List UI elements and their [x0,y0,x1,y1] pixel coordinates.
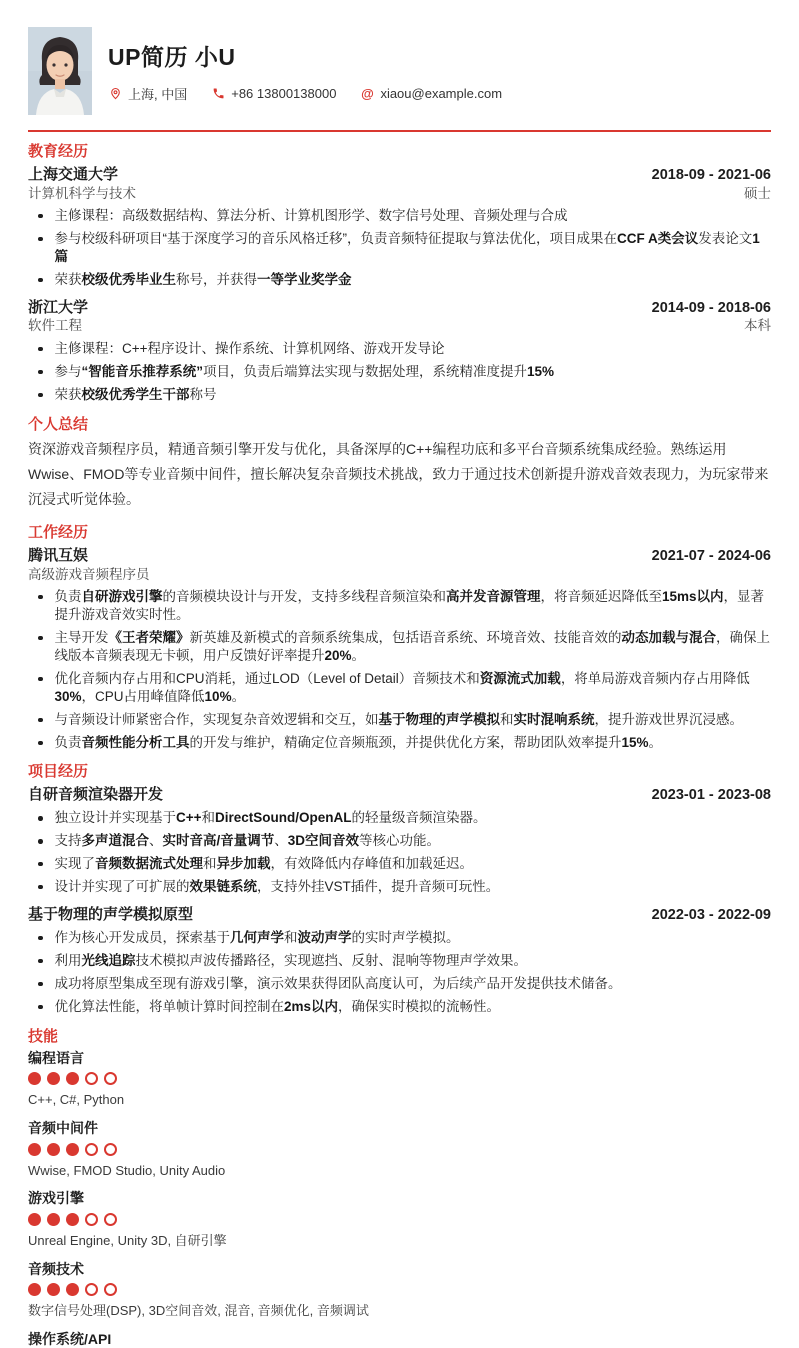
bullet-text [55,855,772,873]
rating-dot-filled-icon [47,1283,60,1296]
bullet-segment: 。 [231,688,246,704]
project-name: 基于物理的声学模拟原型 [28,905,194,923]
education-entries [28,165,771,404]
bullet-segment: 成功将原型集成至现有游戏引擎，演示效果获得团队高度认可，为后续产品开发提供技术储备。 [54,975,622,991]
entry-header [28,165,771,185]
school-name: 上海交通大学 [28,165,119,183]
bullet-marker-icon [38,677,43,682]
bullet-segment-bold: 1篇 [54,230,760,264]
bullet-segment: 优化算法性能，将单帧计算时间控制在 [54,998,284,1014]
bullet-segment: 。 [351,647,366,663]
list-item [28,629,771,665]
section-education [28,143,771,404]
project-entry [28,905,771,1016]
skill-item [28,1330,771,1348]
education-entry [28,165,771,289]
list-item [28,809,771,827]
bullet-segment: 技术模拟声波传播路径，实现遮挡、反射、混响等物理声学效果。 [135,952,527,968]
bullet-segment: 参与 [54,363,82,379]
bullet-segment: 荣获 [54,271,82,287]
bullet-marker-icon [38,982,43,987]
bullet-marker-icon [38,370,43,375]
page-title: UP简历 小U [108,44,236,70]
bullet-segment: 支持 [54,833,82,848]
bullet-segment: 新英雄及新模式的音频系统集成，包括语音系统、环境音效、技能音效的 [189,629,622,645]
skill-rating [28,1283,771,1296]
list-item [28,670,771,706]
rating-dot-empty-icon [85,1072,98,1085]
bullet-segment: 优化音频内存占用和CPU消耗，通过LOD（Level of Detail）音频技术和 [54,670,480,686]
work-bullet-list [28,588,771,752]
skill-detail: Unreal Engine, Unity 3D, 自研引擎 [28,1232,227,1248]
skill-item [28,1260,771,1320]
bullet-segment-bold: C++ [176,810,202,826]
entry-subheader [28,185,771,203]
bullet-segment: 的音频模块设计与开发，支持多线程音频渲染和 [162,588,446,604]
list-item [28,711,771,729]
bullet-segment-bold: 20% [324,647,352,663]
rating-dot-filled-icon [28,1283,41,1296]
bullet-segment: 、 [274,833,288,848]
list-item [28,734,771,752]
bullet-segment: 荣获 [54,386,82,402]
bullet-segment-bold: “智能音乐推荐系统” [81,363,203,379]
entry-subheader [28,317,771,335]
skill-rating [28,1213,771,1226]
rating-dot-empty-icon [104,1283,117,1296]
bullet-text [55,929,772,947]
bullet-segment-bold: 一等学业奖学金 [257,271,352,287]
bullet-segment-bold: 15% [621,734,649,750]
bullet-segment-bold: 音频性能分析工具 [81,734,190,750]
section-title-projects: 项目经历 [28,763,89,781]
bullet-segment-bold: 实时音高/音量调节 [162,833,275,848]
header-info [108,39,502,103]
bullet-segment: 参与校级科研项目“基于深度学习的音乐风格迁移”，负责音频特征提取与算法优化，项目成果在 [54,230,617,246]
bullet-segment: 作为核心开发成员，探索基于 [54,929,230,945]
section-title-skills: 技能 [28,1027,59,1045]
bullet-segment: 称号 [189,386,217,402]
bullet-text [55,832,772,850]
rating-dot-empty-icon [104,1072,117,1085]
bullet-text [55,998,772,1016]
bullet-segment: 。 [648,734,663,750]
bullet-segment: 负责 [54,734,82,750]
bullet-marker-icon [38,595,43,600]
bullet-segment-bold: 异步加载 [216,855,271,871]
skills-list [28,1049,771,1348]
bullet-text [55,975,772,993]
degree-name: 硕士 [744,185,771,201]
bullet-segment: ，CPU占用峰值降低 [81,688,205,704]
date-range: 2014-09 - 2018-06 [651,299,771,316]
bullet-text [55,588,772,624]
rating-dot-filled-icon [28,1213,41,1226]
bullet-marker-icon [38,862,43,867]
section-work [28,524,771,751]
bullet-segment-bold: 基于物理的声学模拟 [378,711,500,727]
project-name: 自研音频渲染器开发 [28,786,164,804]
bullet-segment: 的开发与维护，精确定位音频瓶颈，并提供优化方案，帮助团队效率提升 [189,734,622,750]
contact-item [211,86,336,101]
bullet-segment-bold: 《王者荣耀》 [108,629,190,645]
skill-detail: C++, C#, Python [28,1092,125,1108]
list-item [28,975,771,993]
bullet-segment: ，确保实时模拟的流畅性。 [338,998,501,1014]
bullet-segment: 称号，并获得 [176,271,257,287]
bullet-marker-icon [38,885,43,890]
contact-text: xiaou@example.com [380,86,503,101]
skill-item [28,1049,771,1109]
bullet-segment-bold: 实时混响系统 [513,711,595,727]
bullet-segment: 负责 [54,588,82,604]
bullet-segment-bold: 多声道混合 [81,833,149,848]
project-bullet-list [28,929,771,1016]
bullet-segment: ，将音频延迟降低至 [540,588,662,604]
summary-text: 资深游戏音频程序员，精通音频引擎开发与优化，具备深厚的C++编程功底和多平台音频系统集成经验。熟练运用Wwise、FMOD等专业音频中间件，擅长解决复杂音频技术挑战，致力于通过技术创新提升游戏音效表现力，为玩家带来沉浸式听觉体验。 [28,441,769,508]
date-range: 2018-09 - 2021-06 [651,166,771,183]
skill-name: 音频技术 [28,1260,84,1277]
bullet-segment: 主修课程：高级数据结构、算法分析、计算机图形学、数字信号处理、音频处理与合成 [54,207,568,223]
list-item [28,878,771,896]
rating-dot-filled-icon [28,1072,41,1085]
bullet-segment-bold: 自研游戏引擎 [81,588,163,604]
skill-name: 游戏引擎 [28,1190,84,1207]
list-item [28,855,771,873]
rating-dot-filled-icon [47,1213,60,1226]
bullet-segment-bold: 校级优秀学生干部 [81,386,190,402]
bullet-segment: 等核心功能。 [359,833,441,848]
bullet-segment: 实现了 [54,855,95,871]
bullet-text [55,952,772,970]
date-range: 2021-07 - 2024-06 [651,547,771,564]
bullet-text [55,670,772,706]
header-divider [28,130,771,132]
bullet-segment-bold: 波动声学 [297,929,352,945]
degree-name: 本科 [744,318,771,334]
skill-name: 操作系统/API [28,1330,112,1347]
skill-item [28,1189,771,1249]
skill-name: 编程语言 [28,1050,84,1067]
email-icon: @ [361,86,374,101]
bullet-segment-bold: 3D空间音效 [287,833,360,848]
project-entry [28,785,771,896]
contact-row [108,84,502,103]
rating-dot-empty-icon [85,1283,98,1296]
bullet-segment-bold: 10% [204,688,232,704]
bullet-text [55,207,772,225]
bullet-text [55,734,772,752]
major-name: 软件工程 [28,318,82,334]
bullet-text [55,629,772,665]
bullet-segment-bold: 光线追踪 [81,952,136,968]
bullet-segment: 发表论文 [698,230,753,246]
bullet-segment: 的轻量级音频渲染器。 [351,810,487,826]
section-title-summary: 个人总结 [28,415,89,433]
bullet-text [55,809,772,827]
list-item [28,952,771,970]
list-item [28,363,771,381]
bullet-segment: 和 [284,929,298,945]
list-item [28,386,771,404]
bullet-segment: ，提升游戏世界沉浸感。 [594,711,743,727]
bullet-segment: ，支持外挂VST插件，提升音频可玩性。 [257,878,500,894]
bullet-segment-bold: CCF A类会议 [617,230,699,246]
entry-header [28,298,771,318]
bullet-text [55,878,772,896]
section-summary [28,416,771,512]
bullet-marker-icon [38,636,43,641]
skill-name: 音频中间件 [28,1120,98,1137]
bullet-segment-bold: 校级优秀毕业生 [81,271,176,287]
skill-rating [28,1072,771,1085]
education-bullet-list [28,207,771,289]
bullet-marker-icon [38,278,43,283]
education-bullet-list [28,340,771,404]
bullet-segment: 和 [203,855,217,871]
bullet-marker-icon [38,393,43,398]
rating-dot-filled-icon [28,1143,41,1156]
bullet-segment: 项目，负责后端算法实现与数据处理，系统精准度提升 [203,363,527,379]
list-item [28,207,771,225]
rating-dot-empty-icon [85,1213,98,1226]
bullet-segment-bold: 资源流式加载 [479,670,561,686]
bullet-marker-icon [38,1005,43,1010]
list-item [28,230,771,266]
bullet-segment: 主导开发 [54,629,109,645]
bullet-segment: 和 [500,711,514,727]
bullet-segment-bold: 高并发音源管理 [446,588,541,604]
bullet-segment: 主修课程：C++程序设计、操作系统、计算机网络、游戏开发导论 [54,340,445,356]
bullet-segment: 独立设计并实现基于 [54,810,176,826]
resume-header [28,27,771,115]
rating-dot-empty-icon [104,1143,117,1156]
entry-subheader [28,566,771,584]
education-entry [28,298,771,404]
bullet-marker-icon [38,214,43,219]
company-name: 腾讯互娱 [28,546,89,564]
rating-dot-empty-icon [104,1213,117,1226]
project-entries [28,785,771,1015]
rating-dot-filled-icon [66,1072,79,1085]
entry-header [28,785,771,805]
bullet-marker-icon [38,347,43,352]
bullet-segment-bold: 2ms以内 [284,998,339,1014]
section-skills [28,1028,771,1348]
rating-dot-filled-icon [66,1213,79,1226]
bullet-text [55,363,772,381]
rating-dot-empty-icon [85,1143,98,1156]
bullet-marker-icon [38,741,43,746]
rating-dot-filled-icon [66,1143,79,1156]
skill-detail: 数字信号处理(DSP), 3D空间音效, 混音, 音频优化, 音频调试 [28,1302,369,1318]
contact-item [360,86,502,101]
bullet-segment: 利用 [54,952,82,968]
location-icon [108,87,122,101]
contact-text: +86 13800138000 [231,86,337,101]
bullet-segment: ，有效降低内存峰值和加载延迟。 [270,855,473,871]
list-item [28,832,771,850]
work-entry [28,546,771,752]
bullet-segment: ，将单局游戏音频内存占用降低 [560,670,750,686]
bullet-segment-bold: 30% [54,688,82,704]
bullet-marker-icon [38,959,43,964]
rating-dot-filled-icon [66,1283,79,1296]
bullet-marker-icon [38,839,43,844]
bullet-segment: 、 [149,833,163,848]
bullet-segment: 设计并实现了可扩展的 [54,878,190,894]
bullet-segment-bold: 15ms以内 [662,588,724,604]
section-projects [28,763,771,1015]
list-item [28,340,771,358]
bullet-text [55,271,772,289]
contact-text: 上海, 中国 [128,87,188,102]
work-entries [28,546,771,752]
bullet-marker-icon [38,718,43,723]
bullet-text [55,386,772,404]
list-item [28,929,771,947]
entry-header [28,546,771,566]
skill-item [28,1119,771,1179]
bullet-segment-bold: 效果链系统 [189,878,257,894]
date-range: 2022-03 - 2022-09 [651,906,771,923]
bullet-segment: 与音频设计师紧密合作，实现复杂音效逻辑和交互，如 [54,711,379,727]
skill-rating [28,1143,771,1156]
rating-dot-filled-icon [47,1072,60,1085]
contact-item [108,84,187,103]
bullet-segment-bold: DirectSound/OpenAL [215,810,352,826]
list-item [28,998,771,1016]
major-name: 计算机科学与技术 [28,185,136,201]
bullet-segment-bold: 15% [527,363,555,379]
bullet-segment: 的实时声学模拟。 [351,929,460,945]
avatar [28,27,92,115]
avatar-photo [28,27,92,115]
bullet-text [55,711,772,729]
skill-detail: Wwise, FMOD Studio, Unity Audio [28,1162,226,1178]
bullet-segment-bold: 音频数据流式处理 [95,855,203,871]
bullet-marker-icon [38,936,43,941]
bullet-segment-bold: 动态加载与混合 [621,629,716,645]
school-name: 浙江大学 [28,298,89,316]
section-title-education: 教育经历 [28,143,89,160]
bullet-segment-bold: 几何声学 [230,929,284,945]
section-title-work: 工作经历 [28,524,89,542]
list-item [28,271,771,289]
job-title: 高级游戏音频程序员 [28,566,150,582]
bullet-segment: ，确保上线版本音频表现无卡顿，用户反馈好评率提升 [54,629,770,663]
bullet-text [55,340,772,358]
bullet-text [55,230,772,266]
entry-header [28,905,771,925]
rating-dot-filled-icon [47,1143,60,1156]
project-bullet-list [28,809,771,896]
phone-icon [211,87,225,101]
list-item [28,588,771,624]
bullet-segment: 和 [201,810,216,826]
bullet-segment: ，显著提升游戏音效实时性。 [54,588,765,622]
date-range: 2023-01 - 2023-08 [651,787,771,804]
bullet-marker-icon [38,237,43,242]
bullet-marker-icon [38,816,43,821]
